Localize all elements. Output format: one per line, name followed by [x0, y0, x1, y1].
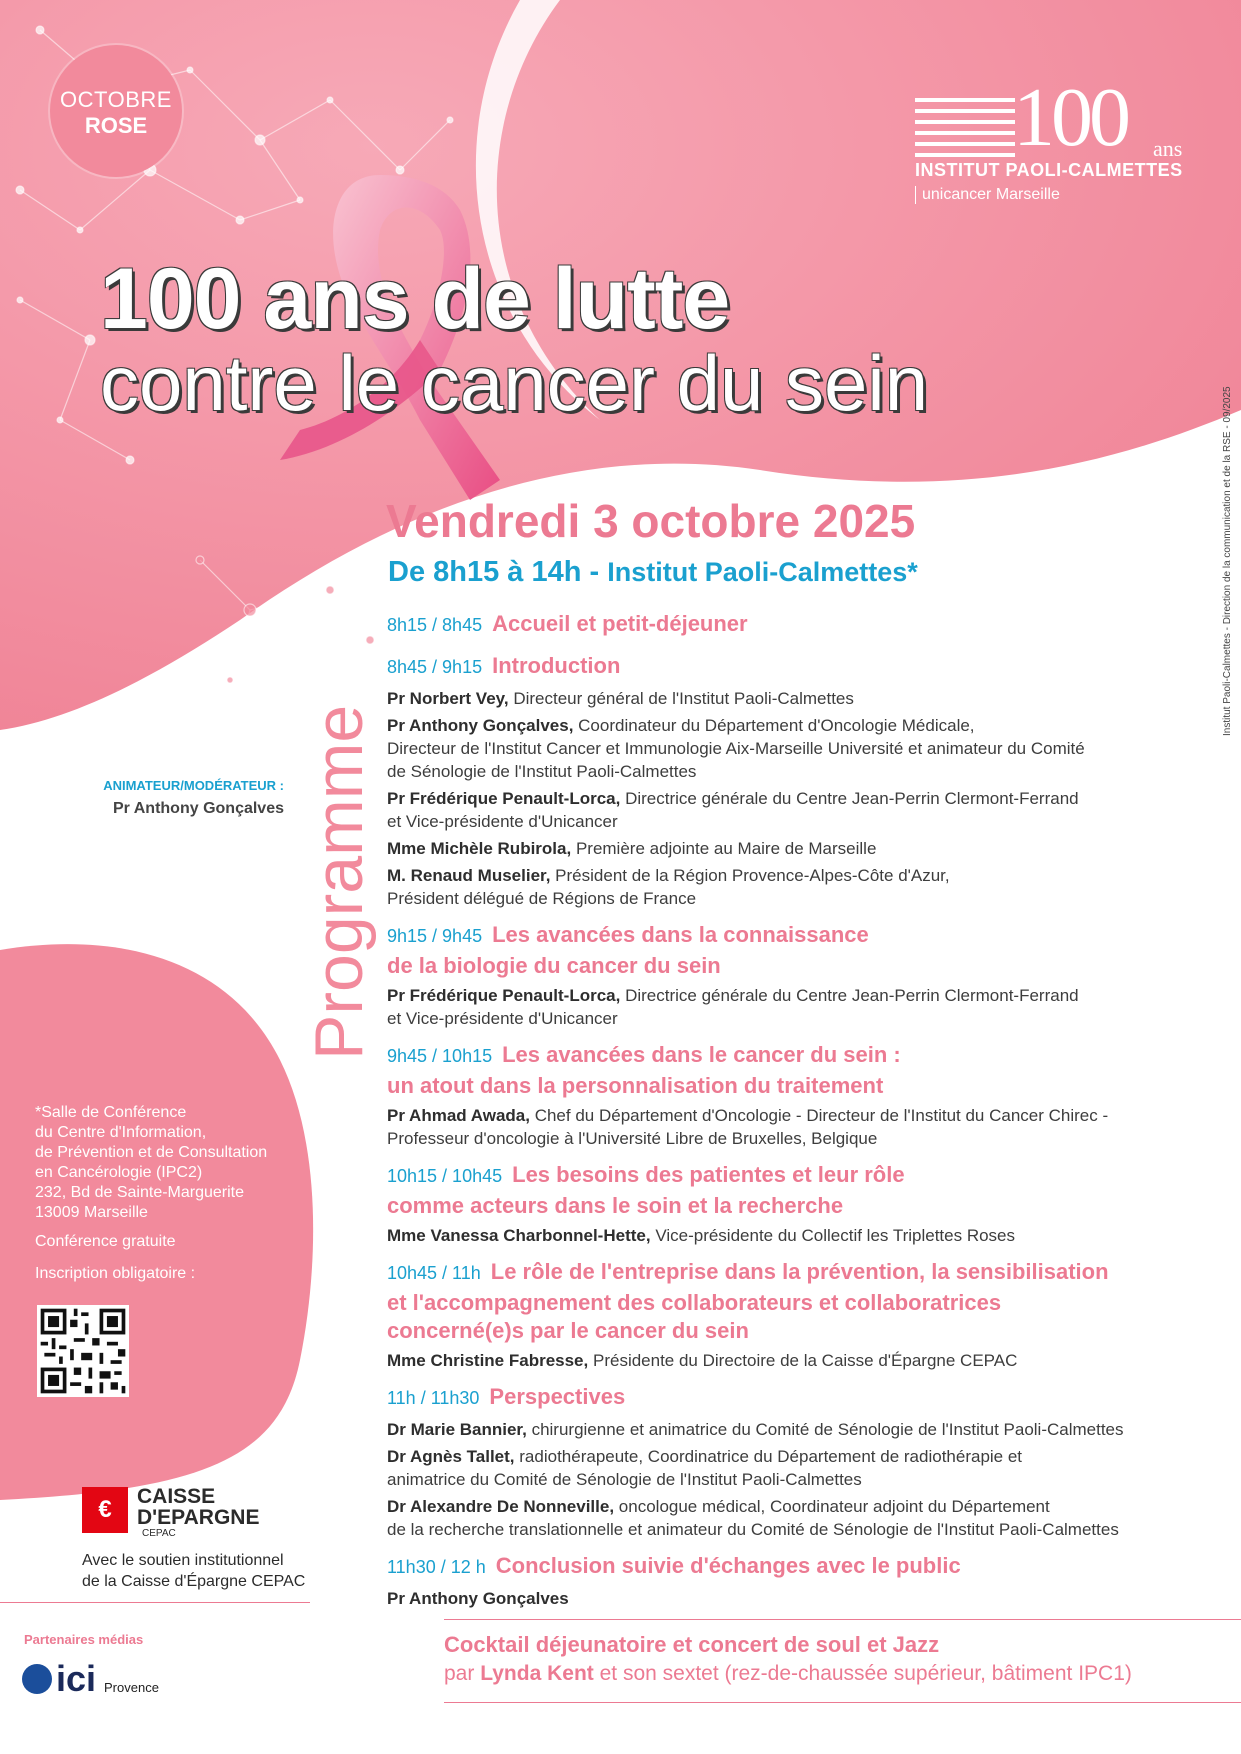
speaker	[387, 1104, 1187, 1150]
speaker-role: Première adjointe au Maire de Marseille	[575, 839, 877, 858]
institut-100-ans-logo	[915, 71, 1205, 210]
speaker-name: Pr Norbert Vey,	[387, 689, 509, 708]
speaker-role: oncologue médical, Coordinateur adjoint du Département	[618, 1497, 1050, 1516]
speaker	[387, 984, 1187, 1030]
cocktail-title: Cocktail déjeunatoire et concert de soul et Jazz	[444, 1632, 940, 1657]
programme-time: 9h45 / 10h15	[387, 1046, 493, 1066]
programme-title-cont: un atout dans la personnalisation du traitement	[387, 1073, 884, 1098]
badge-line1: OCTOBRE	[60, 87, 172, 112]
logo-suffix: ans	[1153, 136, 1183, 161]
speaker-name: Pr Frédérique Penault-Lorca,	[387, 986, 621, 1005]
cocktail-prefix: par	[444, 1662, 475, 1685]
programme-time: 9h15 / 9h45	[387, 926, 483, 946]
event-separator: -	[581, 556, 608, 588]
programme-item-header	[387, 1041, 1187, 1072]
speaker-name: Pr Anthony Gonçalves,	[387, 716, 574, 735]
speaker-line	[387, 687, 1187, 710]
programme-item-header	[387, 921, 1187, 952]
programme-item-header	[387, 1383, 1187, 1414]
speaker	[387, 1445, 1187, 1491]
speaker	[387, 837, 1187, 860]
venue-line: de Prévention et de Consultation	[35, 1144, 268, 1161]
free-entry: Conférence gratuite	[35, 1233, 176, 1250]
media-partners-label: Partenaires médias	[24, 1632, 144, 1647]
speaker-name: M. Renaud Muselier,	[387, 866, 551, 885]
speaker	[387, 1418, 1187, 1441]
cocktail-details	[444, 1662, 1132, 1686]
event-date: Vendredi 3 octobre 2025	[386, 495, 916, 547]
programme-item-header	[387, 1258, 1187, 1289]
venue-line: *Salle de Conférence	[35, 1104, 187, 1121]
sponsor-support	[82, 1550, 305, 1592]
title-line2: contre le cancer du sein	[100, 339, 929, 427]
speaker-name: Mme Christine Fabresse,	[387, 1351, 589, 1370]
side-credit: Institut Paoli-Calmettes - Direction de la communication et de la RSE - 09/2025	[1222, 386, 1233, 736]
logo-institute: INSTITUT PAOLI-CALMETTES	[915, 160, 1183, 180]
speaker-role-cont: Professeur d'oncologie à l'Université Libre de Bruxelles, Belgique	[387, 1129, 878, 1148]
speaker	[387, 1349, 1187, 1372]
programme-time: 8h15 / 8h45	[387, 615, 483, 635]
squirrel-icon: €	[82, 1487, 128, 1533]
divider-right-bottom	[444, 1702, 1241, 1703]
programme-item	[387, 1161, 1187, 1247]
programme-title-cont: de la biologie du cancer du sein	[387, 953, 721, 978]
speaker-line	[387, 787, 1187, 810]
venue-line: 13009 Marseille	[35, 1204, 148, 1221]
speaker-name: Pr Ahmad Awada,	[387, 1106, 530, 1125]
speaker-line	[387, 714, 1187, 737]
programme-title-cont: concerné(e)s par le cancer du sein	[387, 1318, 749, 1343]
speaker	[387, 1587, 1187, 1610]
programme-time: 10h45 / 11h	[387, 1263, 481, 1283]
speaker-role-cont: de Sénologie de l'Institut Paoli-Calmettes	[387, 762, 697, 781]
speaker	[387, 1495, 1187, 1541]
programme-title: Le rôle de l'entreprise dans la prévention, la sensibilisation	[490, 1259, 1109, 1284]
speaker-role: Chef du Département d'Oncologie - Directeur de l'Institut du Cancer Chirec -	[534, 1106, 1109, 1125]
speaker	[387, 787, 1187, 833]
programme-title: Les avancées dans le cancer du sein :	[502, 1042, 901, 1067]
badge-line2: ROSE	[84, 113, 148, 138]
speaker-name: Dr Agnès Tallet,	[387, 1447, 515, 1466]
divider-right-top	[444, 1619, 1241, 1620]
programme-item	[387, 1041, 1187, 1150]
speaker	[387, 714, 1187, 783]
programme-time: 11h / 11h30	[387, 1388, 480, 1408]
logo-network: unicancer Marseille	[915, 186, 1060, 204]
speaker-role: Directeur général de l'Institut Paoli-Calmettes	[513, 689, 854, 708]
programme-title-cont: comme acteurs dans le soin et la recherche	[387, 1193, 844, 1218]
speaker-line	[387, 1495, 1187, 1518]
venue-line: 232, Bd de Sainte-Marguerite	[35, 1184, 245, 1201]
logo-number: 100	[1013, 71, 1127, 164]
speaker-line	[387, 1445, 1187, 1468]
programme-title: Perspectives	[489, 1384, 626, 1409]
event-time-place	[388, 556, 918, 589]
speaker-role-cont: Président délégué de Régions de France	[387, 889, 697, 908]
speaker-role: Directrice générale du Centre Jean-Perrin Clermont-Ferrand	[625, 986, 1079, 1005]
speaker-role-cont: de la recherche translationnelle et animateur du Comité de Sénologie de l'Institut Paoli-Calmettes	[387, 1520, 1119, 1539]
programme-item	[387, 921, 1187, 1030]
speaker-role-cont: et Vice-présidente d'Unicancer	[387, 812, 618, 831]
programme-time: 11h30 / 12 h	[387, 1557, 486, 1577]
registration-label: Inscription obligatoire :	[35, 1265, 196, 1282]
speaker-name: Mme Vanessa Charbonnel-Hette,	[387, 1226, 651, 1245]
cocktail-rest: et son sextet (rez-de-chaussée supérieur, bâtiment IPC1)	[599, 1662, 1132, 1685]
programme-list	[387, 610, 1187, 1621]
sponsor-support-line2: de la Caisse d'Épargne CEPAC	[82, 1573, 306, 1590]
speaker-role: Directrice générale du Centre Jean-Perrin Clermont-Ferrand	[625, 789, 1079, 808]
speaker-line	[387, 1224, 1187, 1247]
venue-address	[35, 1103, 295, 1223]
speaker-line	[387, 1349, 1187, 1372]
programme-item-header	[387, 1161, 1187, 1192]
programme-item	[387, 610, 1187, 641]
speaker-name: Dr Alexandre De Nonneville,	[387, 1497, 615, 1516]
speaker-role: Président de la Région Provence-Alpes-Côte d'Azur,	[555, 866, 950, 885]
programme-time: 8h45 / 9h15	[387, 657, 483, 677]
ici-dot-icon	[22, 1664, 52, 1694]
speaker-role: chirurgienne et animatrice du Comité de Sénologie de l'Institut Paoli-Calmettes	[531, 1420, 1124, 1439]
programme-item-header	[387, 1552, 1187, 1583]
speaker-line	[387, 1104, 1187, 1127]
speaker-role-cont: Directeur de l'Institut Cancer et Immunologie Aix-Marseille Université et animateur du Comité	[387, 739, 1085, 758]
speaker	[387, 864, 1187, 910]
speaker-role: Coordinateur du Département d'Oncologie Médicale,	[578, 716, 975, 735]
programme-title: Les besoins des patientes et leur rôle	[512, 1162, 905, 1187]
speaker-role: radiothérapeute, Coordinatrice du Département de radiothérapie et	[519, 1447, 1023, 1466]
programme-item	[387, 652, 1187, 910]
speaker-role: Présidente du Directoire de la Caisse d'Épargne CEPAC	[592, 1351, 1018, 1370]
sponsor-name1: CAISSE	[137, 1485, 216, 1508]
speaker-line	[387, 1418, 1187, 1441]
title-line1: 100 ans de lutte	[100, 251, 730, 347]
ici-region: Provence	[104, 1680, 159, 1695]
moderator-label: ANIMATEUR/MODÉRATEUR :	[103, 778, 284, 793]
programme-title-cont: et l'accompagnement des collaborateurs et collaboratrices	[387, 1290, 1002, 1315]
logo-stripes	[915, 98, 1015, 164]
registration-qr-code[interactable]	[37, 1305, 129, 1397]
sponsor-name3: CEPAC	[142, 1528, 176, 1539]
moderator-name: Pr Anthony Gonçalves	[113, 800, 284, 817]
divider-left	[0, 1602, 310, 1603]
speaker-line	[387, 837, 1187, 860]
venue-line: en Cancérologie (IPC2)	[35, 1164, 203, 1181]
speaker-role-cont: et Vice-présidente d'Unicancer	[387, 1009, 618, 1028]
speaker-role-cont: animatrice du Comité de Sénologie de l'Institut Paoli-Calmettes	[387, 1470, 862, 1489]
speaker	[387, 1224, 1187, 1247]
speaker-name: Mme Michèle Rubirola,	[387, 839, 572, 858]
programme-title: Accueil et petit-déjeuner	[492, 611, 748, 636]
octobre-rose-badge	[50, 45, 182, 177]
programme-time: 10h15 / 10h45	[387, 1166, 503, 1186]
cocktail-artist: Lynda Kent	[480, 1662, 594, 1685]
speaker-line	[387, 1587, 1187, 1610]
programme-title: Les avancées dans la connaissance	[492, 922, 869, 947]
event-time: De 8h15 à 14h	[388, 556, 582, 588]
speaker-line	[387, 984, 1187, 1007]
sponsor-support-line1: Avec le soutien institutionnel	[82, 1552, 284, 1569]
speaker	[387, 687, 1187, 710]
speaker-name: Dr Marie Bannier,	[387, 1420, 527, 1439]
programme-label: Programme	[301, 704, 377, 1060]
speaker-name: Pr Frédérique Penault-Lorca,	[387, 789, 621, 808]
speaker-line	[387, 864, 1187, 887]
programme-title: Introduction	[492, 653, 621, 678]
programme-title: Conclusion suivie d'échanges avec le public	[495, 1553, 961, 1578]
speaker-name: Pr Anthony Gonçalves	[387, 1589, 569, 1608]
programme-item	[387, 1258, 1187, 1372]
venue-line: du Centre d'Information,	[35, 1124, 207, 1141]
programme-item	[387, 1383, 1187, 1541]
ici-brand: ici	[56, 1658, 97, 1699]
speaker-role: Vice-présidente du Collectif les Triplettes Roses	[655, 1226, 1016, 1245]
event-place: Institut Paoli-Calmettes*	[607, 557, 918, 587]
programme-item-header	[387, 652, 1187, 683]
sponsor-name2: D'EPARGNE	[137, 1506, 260, 1529]
programme-item	[387, 1552, 1187, 1610]
programme-item-header	[387, 610, 1187, 641]
